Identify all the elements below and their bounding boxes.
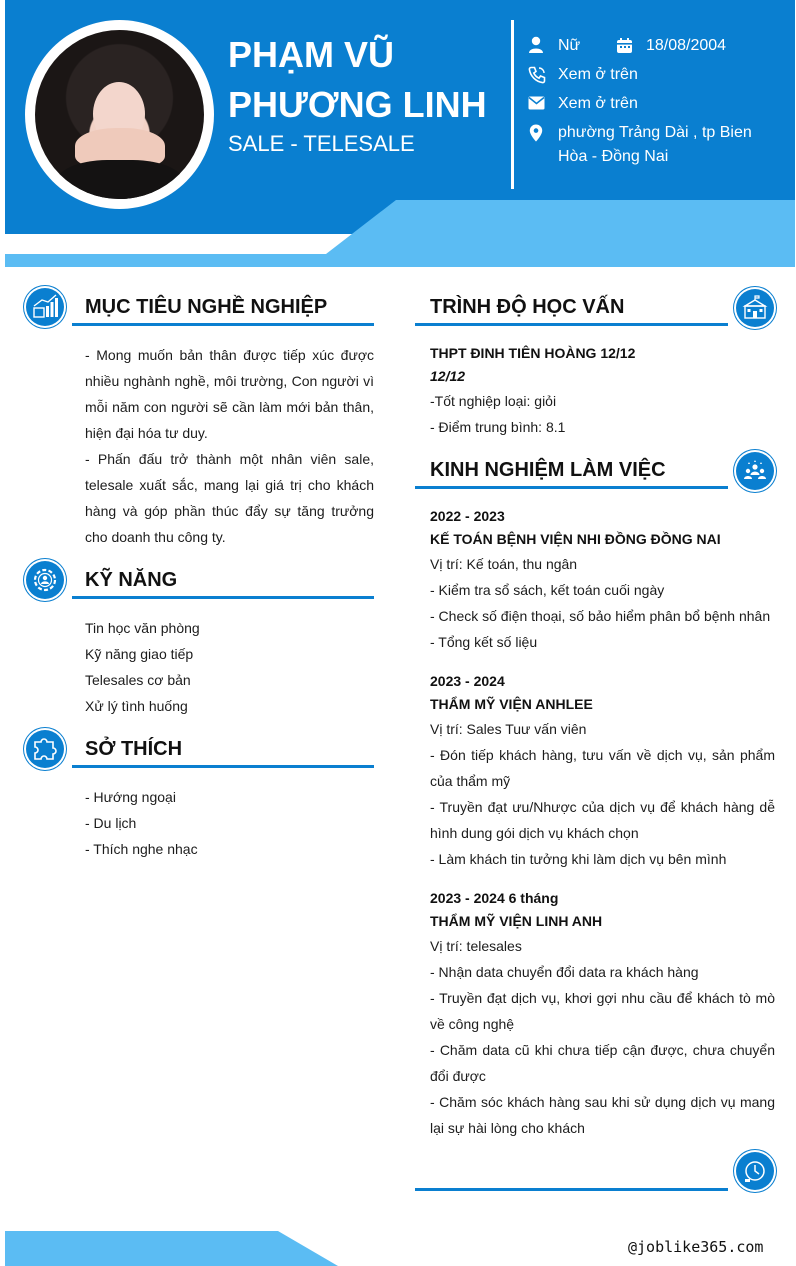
education-underline <box>415 323 728 326</box>
experience-underline <box>415 486 728 489</box>
address-value <box>558 121 752 169</box>
address-line-1: phường Trảng Dài , tp Bien <box>558 124 752 141</box>
chart-icon <box>26 288 64 326</box>
job-details <box>430 933 775 1141</box>
footer-accent <box>5 1231 338 1266</box>
education-rank: -Tốt nghiệp loại: giỏi <box>430 393 557 409</box>
objective-para-2: - Phấn đấu trở thành một nhân viên sale, telesale xuất sắc, mang lại giá trị cho khách hàng và góp phần thúc đẩy sự tăng trưởng cho doanh thu công ty. <box>85 451 374 545</box>
phone-value: Xem ở trên <box>558 66 638 83</box>
objective-para-1: - Mong muốn bản thân được tiếp xúc được nhiều nghành nghề, môi trường, Con người vì mỗi năm con người sẽ cần làm mới bản thân, hiện đại hóa tư duy. <box>85 347 374 441</box>
education-school: THPT ĐINH TIÊN HOÀNG 12/12 <box>430 345 636 361</box>
job-role: Vị trí: Kế toán, thu ngân <box>430 556 578 572</box>
job-company: THẨM MỸ VIỆN ANHLEE <box>430 696 593 712</box>
list-item: Tin học văn phòng <box>85 620 200 636</box>
list-item: - Chăm data cũ khi chưa tiếp cận được, chưa chuyển đổi được <box>430 1042 775 1084</box>
objective-text <box>85 342 374 550</box>
skills-underline <box>72 596 374 599</box>
calendar-icon <box>616 37 633 54</box>
name-line-2: PHƯƠNG LINH <box>228 84 487 125</box>
footer-site: @joblike365.com <box>628 1238 764 1256</box>
list-item: - Đón tiếp khách hàng, tưu vấn về dịch vụ, sản phẩm của thẩm mỹ <box>430 747 775 789</box>
team-icon <box>736 452 774 490</box>
education-gpa: - Điểm trung bình: 8.1 <box>430 419 566 435</box>
job-company: THẨM MỸ VIỆN LINH ANH <box>430 913 603 929</box>
job-position: SALE - TELESALE <box>228 131 415 156</box>
header-accent-band <box>5 254 795 267</box>
job-period: 2023 - 2024 <box>430 673 505 689</box>
job-period: 2023 - 2024 6 tháng <box>430 890 559 906</box>
candidate-name <box>228 30 487 130</box>
job-details <box>430 551 775 655</box>
avatar <box>35 30 204 199</box>
hobbies-title: SỞ THÍCH <box>85 738 183 760</box>
objective-title: MỤC TIÊU NGHỀ NGHIỆP <box>85 296 328 318</box>
list-item: - Nhận data chuyển đổi data ra khách hàng <box>430 964 699 980</box>
job-details <box>430 716 775 872</box>
job-role: Vị trí: telesales <box>430 938 522 954</box>
gear-person-icon <box>26 561 64 599</box>
name-line-1: PHẠM VŨ <box>228 34 395 75</box>
job-company: KẾ TOÁN BỆNH VIỆN NHI ĐỒNG ĐỒNG NAI <box>430 531 721 547</box>
education-grade: 12/12 <box>430 368 466 384</box>
job-role: Vị trí: Sales Tuư vấn viên <box>430 721 587 737</box>
list-item: - Truyền đạt dịch vụ, khơi gợi nhu cầu để khách tò mò về công nghệ <box>430 990 775 1032</box>
gender-value: Nữ <box>558 37 581 54</box>
school-icon <box>736 289 774 327</box>
clock-icon <box>736 1152 774 1190</box>
header-divider <box>511 20 514 189</box>
email-value: Xem ở trên <box>558 95 638 112</box>
education-title: TRÌNH ĐỘ HỌC VẤN <box>430 296 625 318</box>
location-icon <box>529 124 543 142</box>
skills-list <box>85 615 374 719</box>
list-item: - Chăm sóc khách hàng sau khi sử dụng dịch vụ mang lại sự hài lòng cho khách <box>430 1094 775 1136</box>
list-item: - Hướng ngoại <box>85 789 176 805</box>
skills-title: KỸ NĂNG <box>85 569 178 591</box>
experience-title: KINH NGHIỆM LÀM VIỆC <box>430 459 666 481</box>
dob-value: 18/08/2004 <box>646 37 727 54</box>
list-item: - Làm khách tin tưởng khi làm dịch vụ bên mình <box>430 851 727 867</box>
address-line-2: Hòa - Đồng Nai <box>558 148 669 165</box>
list-item: Kỹ năng giao tiếp <box>85 646 194 662</box>
hobbies-underline <box>72 765 374 768</box>
phone-icon <box>528 66 546 84</box>
mail-icon <box>528 96 545 110</box>
hobbies-list <box>85 784 374 862</box>
list-item: - Tổng kết số liệu <box>430 634 538 650</box>
list-item: - Du lịch <box>85 815 137 831</box>
objective-underline <box>72 323 374 326</box>
list-item: Xử lý tình huống <box>85 698 188 714</box>
education-details <box>430 388 775 440</box>
list-item: Telesales cơ bản <box>85 672 191 688</box>
list-item: - Kiểm tra sổ sách, kết toán cuối ngày <box>430 582 665 598</box>
list-item: - Thích nghe nhạc <box>85 841 198 857</box>
list-item: - Truyền đạt ưu/Nhược của dịch vụ để khách hàng dễ hình dung gói dịch vụ khách chọn <box>430 799 775 841</box>
extra-section-underline <box>415 1188 728 1191</box>
header-accent-wedge <box>326 200 795 254</box>
list-item: - Check số điện thoại, số bảo hiểm phân bổ bệnh nhân <box>430 608 771 624</box>
puzzle-icon <box>26 730 64 768</box>
job-period: 2022 - 2023 <box>430 508 505 524</box>
person-icon <box>528 36 544 54</box>
